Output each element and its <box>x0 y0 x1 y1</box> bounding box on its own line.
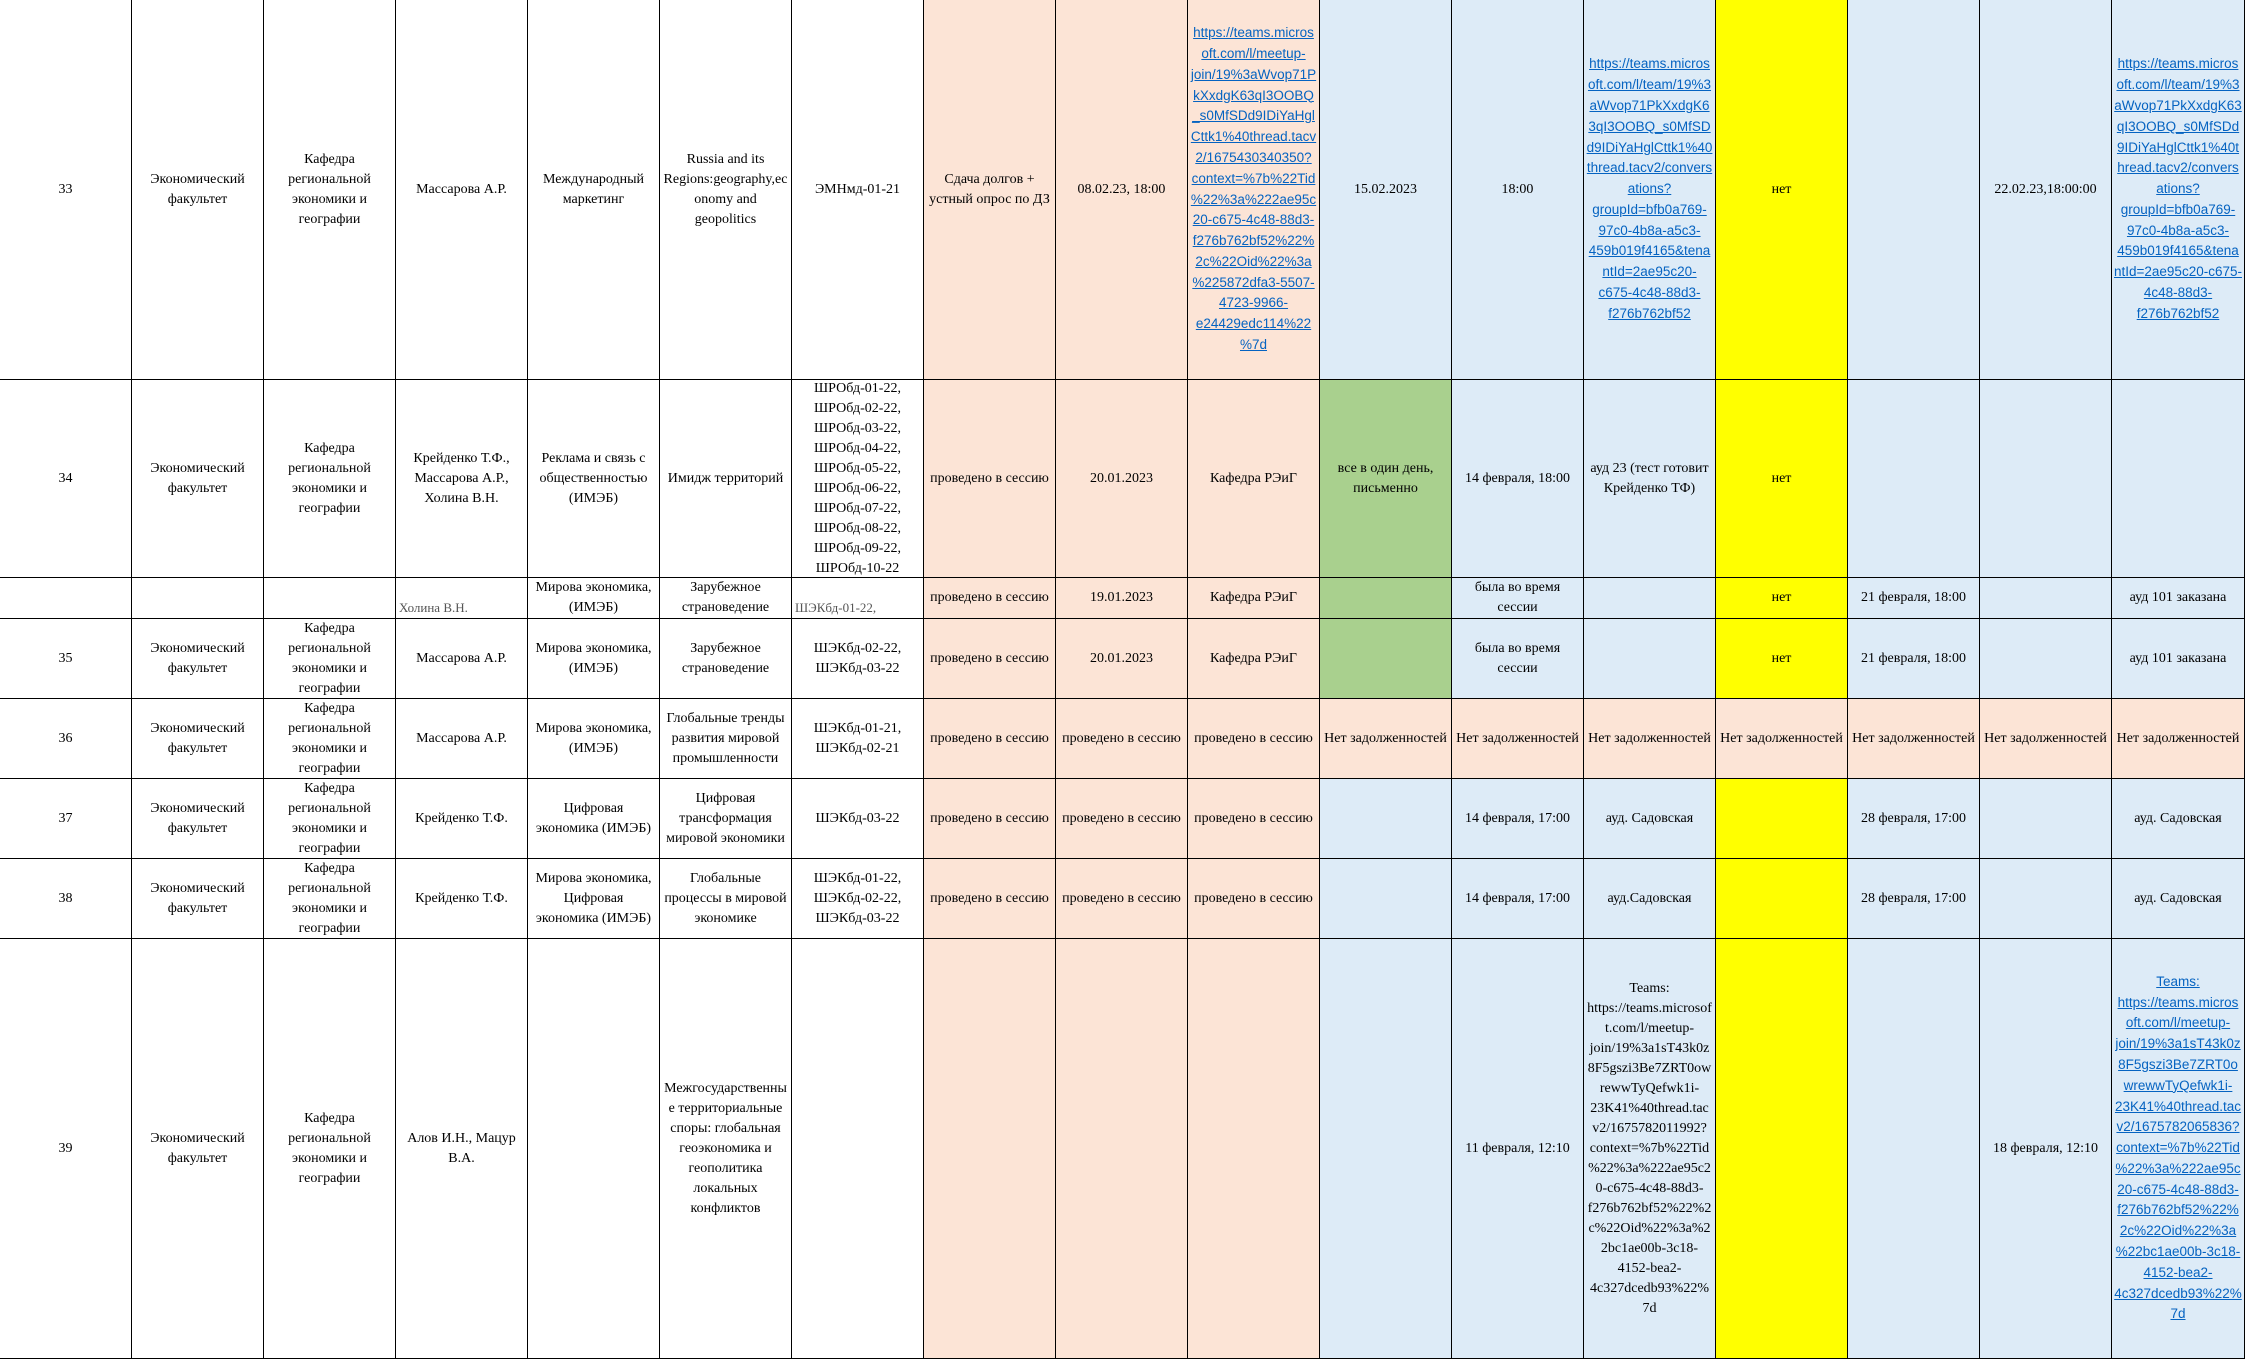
table-cell: 28 февраля, 17:00 <box>1848 779 1980 859</box>
hyperlink-cell[interactable]: https://teams.microsoft.com/l/meetup-join/19%3aWvop71PkXxdgK63qI3OOBQ_s0MfSDd9IDiYaHglCttk1%40thread.tacv2/1675430340350?context=%7b%22Tid%22%3a%222ae95c20-c675-4c48-88d3-f276b762bf52%22%2c%22Oid%22%3a%225872dfa3-5507-4723-9966-e24429edc114%22%7d <box>1188 0 1320 380</box>
table-cell: 20.01.2023 <box>1056 380 1188 578</box>
table-cell: Russia and its Regions:geography,economy and geopolitics <box>660 0 792 380</box>
table-cell <box>1848 939 1980 1359</box>
table-cell: ШЭКбд-03-22 <box>792 779 924 859</box>
table-row <box>0 0 2245 380</box>
table-cell <box>1188 939 1320 1359</box>
table-cell: 20.01.2023 <box>1056 619 1188 699</box>
table-cell: проведено в сессию <box>1188 699 1320 779</box>
table-cell <box>1056 939 1188 1359</box>
table-cell <box>0 578 132 619</box>
table-cell <box>1848 0 1980 380</box>
table-cell: ШЭКбд-01-22, <box>792 578 924 619</box>
table-cell: Мирова экономика, (ИМЭБ) <box>528 699 660 779</box>
table-cell: Нет задолженностей <box>1452 699 1584 779</box>
table-cell <box>1320 619 1452 699</box>
table-cell <box>1584 619 1716 699</box>
table-cell: ауд. Садовская <box>1584 779 1716 859</box>
table-cell <box>132 578 264 619</box>
table-cell: Кафедра региональной экономики и географии <box>264 380 396 578</box>
table-cell: проведено в сессию <box>924 779 1056 859</box>
table-cell: 28 февраля, 17:00 <box>1848 859 1980 939</box>
table-cell: проведено в сессию <box>924 619 1056 699</box>
table-cell: Глобальные процессы в мировой экономике <box>660 859 792 939</box>
table-cell: Экономический факультет <box>132 0 264 380</box>
table-cell: нет <box>1716 578 1848 619</box>
table-cell: 14 февраля, 17:00 <box>1452 779 1584 859</box>
table-cell: Кафедра региональной экономики и географии <box>264 859 396 939</box>
table-row <box>0 699 2245 779</box>
table-cell: Крейденко Т.Ф. <box>396 859 528 939</box>
table-cell: 21 февраля, 18:00 <box>1848 578 1980 619</box>
table-cell: Экономический факультет <box>132 380 264 578</box>
table-cell: Международный маркетинг <box>528 0 660 380</box>
table-cell: Нет задолженностей <box>1320 699 1452 779</box>
table-cell <box>1320 939 1452 1359</box>
table-cell: проведено в сессию <box>1056 859 1188 939</box>
table-cell: Нет задолженностей <box>1848 699 1980 779</box>
table-cell <box>1848 380 1980 578</box>
table-cell <box>1320 859 1452 939</box>
table-cell: Реклама и связь с общественностью (ИМЭБ) <box>528 380 660 578</box>
table-cell: 22.02.23,18:00:00 <box>1980 0 2112 380</box>
table-cell: Холина В.Н. <box>396 578 528 619</box>
hyperlink-cell[interactable]: Teams: https://teams.microsoft.com/l/meetup-join/19%3a1sT43k0z8F5gszi3Be7ZRT0owrewwTyQefwk1i-23K41%40thread.tacv2/1675782065836?context=%7b%22Tid%22%3a%222ae95c20-c675-4c48-88d3-f276b762bf52%22%2c%22Oid%22%3a%22bc1ae00b-3c18-4152-bea2-4c327dcedb93%22%7d <box>2112 939 2245 1359</box>
table-cell: Экономический факультет <box>132 859 264 939</box>
table-cell <box>1716 939 1848 1359</box>
hyperlink-cell[interactable]: https://teams.microsoft.com/l/team/19%3aWvop71PkXxdgK63qI3OOBQ_s0MfSDd9IDiYaHglCttk1%40thread.tacv2/conversations?groupId=bfb0a769-97c0-4b8a-a5c3-459b019f4165&tenantId=2ae95c20-c675-4c48-88d3-f276b762bf52 <box>2112 0 2245 380</box>
table-cell: проведено в сессию <box>924 859 1056 939</box>
table-cell: Крейденко Т.Ф. <box>396 779 528 859</box>
table-cell: проведено в сессию <box>924 380 1056 578</box>
table-row <box>0 619 2245 699</box>
table-cell <box>924 939 1056 1359</box>
table-cell: Кафедра РЭиГ <box>1188 380 1320 578</box>
table-cell: 15.02.2023 <box>1320 0 1452 380</box>
table-cell: Массарова А.Р. <box>396 619 528 699</box>
table-cell: ауд.Садовская <box>1584 859 1716 939</box>
table-cell: Нет задолженностей <box>1980 699 2112 779</box>
table-cell: ЭМНмд-01-21 <box>792 0 924 380</box>
table-cell <box>1320 578 1452 619</box>
table-cell: 21 февраля, 18:00 <box>1848 619 1980 699</box>
table-cell: 33 <box>0 0 132 380</box>
table-cell: была во время сессии <box>1452 619 1584 699</box>
table-cell: 11 февраля, 12:10 <box>1452 939 1584 1359</box>
table-cell: 36 <box>0 699 132 779</box>
table-cell: 38 <box>0 859 132 939</box>
table-cell <box>1980 578 2112 619</box>
table-cell: Teams: https://teams.microsoft.com/l/meetup-join/19%3a1sT43k0z8F5gszi3Be7ZRT0owrewwTyQefwk1i-23K41%40thread.tacv2/1675782011992?context=%7b%22Tid%22%3a%222ae95c20-c675-4c48-88d3-f276b762bf52%22%2c%22Oid%22%3a%22bc1ae00b-3c18-4152-bea2-4c327dcedb93%22%7d <box>1584 939 1716 1359</box>
table-cell: была во время сессии <box>1452 578 1584 619</box>
table-cell: Мирова экономика, (ИМЭБ) <box>528 578 660 619</box>
table-row <box>0 578 2245 619</box>
table-cell: Крейденко Т.Ф., Массарова А.Р., Холина В.Н. <box>396 380 528 578</box>
table-cell <box>792 939 924 1359</box>
table-cell: Глобальные тренды развития мировой промышленности <box>660 699 792 779</box>
table-cell: Кафедра региональной экономики и географии <box>264 699 396 779</box>
table-cell: 08.02.23, 18:00 <box>1056 0 1188 380</box>
table-cell: ШЭКбд-01-22, ШЭКбд-02-22, ШЭКбд-03-22 <box>792 859 924 939</box>
table-cell: Кафедра региональной экономики и географии <box>264 939 396 1359</box>
table-cell: Кафедра РЭиГ <box>1188 619 1320 699</box>
table-cell: 14 февраля, 17:00 <box>1452 859 1584 939</box>
table-cell: 14 февраля, 18:00 <box>1452 380 1584 578</box>
table-cell <box>1980 859 2112 939</box>
table-cell <box>1716 859 1848 939</box>
table-row <box>0 939 2245 1359</box>
table-cell <box>1980 619 2112 699</box>
table-cell: проведено в сессию <box>924 699 1056 779</box>
table-cell: проведено в сессию <box>1056 699 1188 779</box>
table-cell: Зарубежное страноведение <box>660 578 792 619</box>
table-cell: Мирова экономика, (ИМЭБ) <box>528 619 660 699</box>
table-cell: Алов И.Н., Мацур В.А. <box>396 939 528 1359</box>
table-cell: Массарова А.Р. <box>396 699 528 779</box>
table-cell: нет <box>1716 0 1848 380</box>
table-cell: Экономический факультет <box>132 699 264 779</box>
table-cell: Мирова экономика, Цифровая экономика (ИМЭБ) <box>528 859 660 939</box>
table-cell: 37 <box>0 779 132 859</box>
table-cell: Кафедра региональной экономики и географии <box>264 0 396 380</box>
table-cell: 19.01.2023 <box>1056 578 1188 619</box>
table-cell: ШЭКбд-02-22, ШЭКбд-03-22 <box>792 619 924 699</box>
table-cell <box>2112 380 2245 578</box>
table-cell: Массарова А.Р. <box>396 0 528 380</box>
table-cell: ШРОбд-01-22, ШРОбд-02-22, ШРОбд-03-22, ШРОбд-04-22, ШРОбд-05-22, ШРОбд-06-22, ШРОбд-07-22, ШРОбд-08-22, ШРОбд-09-22, ШРОбд-10-22 <box>792 380 924 578</box>
table-cell: проведено в сессию <box>1056 779 1188 859</box>
table-cell: Имидж территорий <box>660 380 792 578</box>
table-cell: ауд. Садовская <box>2112 779 2245 859</box>
table-cell: ауд 101 заказана <box>2112 619 2245 699</box>
table-cell: 34 <box>0 380 132 578</box>
table-cell <box>1716 779 1848 859</box>
table-cell <box>264 578 396 619</box>
table-cell: Кафедра региональной экономики и географии <box>264 619 396 699</box>
table-cell: Нет задолженностей <box>1584 699 1716 779</box>
table-cell: Цифровая экономика (ИМЭБ) <box>528 779 660 859</box>
hyperlink-cell[interactable]: https://teams.microsoft.com/l/team/19%3aWvop71PkXxdgK63qI3OOBQ_s0MfSDd9IDiYaHglCttk1%40thread.tacv2/conversations?groupId=bfb0a769-97c0-4b8a-a5c3-459b019f4165&tenantId=2ae95c20-c675-4c48-88d3-f276b762bf52 <box>1584 0 1716 380</box>
table-cell <box>1584 578 1716 619</box>
table-cell: проведено в сессию <box>924 578 1056 619</box>
table-cell: нет <box>1716 619 1848 699</box>
table-cell <box>1320 779 1452 859</box>
table-cell: Экономический факультет <box>132 939 264 1359</box>
table-row <box>0 859 2245 939</box>
table-cell: нет <box>1716 380 1848 578</box>
table-cell: Нет задолженностей <box>2112 699 2245 779</box>
table-cell: Экономический факультет <box>132 619 264 699</box>
table-cell: Зарубежное страноведение <box>660 619 792 699</box>
table-cell: Цифровая трансформация мировой экономики <box>660 779 792 859</box>
table-cell: все в один день, письменно <box>1320 380 1452 578</box>
table-cell: Кафедра региональной экономики и географии <box>264 779 396 859</box>
table-cell <box>1980 380 2112 578</box>
table-row <box>0 779 2245 859</box>
table-cell: Экономический факультет <box>132 779 264 859</box>
table-cell: ауд 23 (тест готовит Крейденко ТФ) <box>1584 380 1716 578</box>
table-cell: 35 <box>0 619 132 699</box>
table-cell: проведено в сессию <box>1188 779 1320 859</box>
table-row <box>0 380 2245 578</box>
table-cell <box>1980 779 2112 859</box>
table-cell: проведено в сессию <box>1188 859 1320 939</box>
table-cell: 18 февраля, 12:10 <box>1980 939 2112 1359</box>
table-cell: ауд. Садовская <box>2112 859 2245 939</box>
table-cell: ауд 101 заказана <box>2112 578 2245 619</box>
table-cell: Кафедра РЭиГ <box>1188 578 1320 619</box>
table-cell: ШЭКбд-01-21, ШЭКбд-02-21 <box>792 699 924 779</box>
table-cell: Нет задолженностей <box>1716 699 1848 779</box>
table-cell: 18:00 <box>1452 0 1584 380</box>
table-cell: Сдача долгов + устный опрос по ДЗ <box>924 0 1056 380</box>
table-cell: Межгосударственные территориальные споры: глобальная геоэкономика и геополитика локальных конфликтов <box>660 939 792 1359</box>
table-cell: 39 <box>0 939 132 1359</box>
table-cell <box>528 939 660 1359</box>
